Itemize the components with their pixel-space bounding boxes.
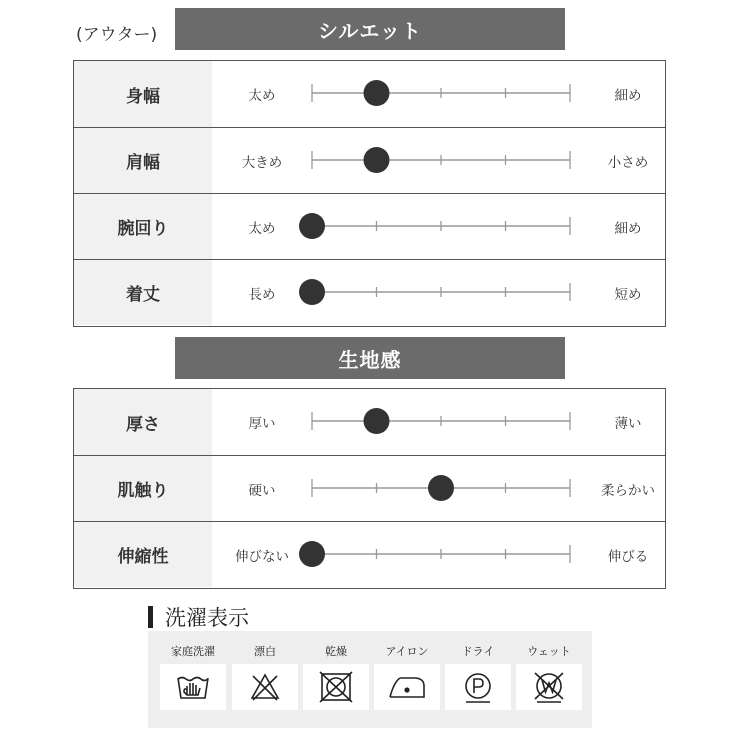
texture-table [73, 388, 666, 589]
texture-row-touch [74, 455, 665, 521]
scale-right-text: 小さめ [607, 154, 649, 171]
scale-left-text: 伸びない [235, 548, 289, 565]
scale-right-text: 細め [614, 220, 642, 237]
dry-clean-p-icon [445, 664, 511, 710]
iron-low-icon [374, 664, 440, 710]
row-label: 肌触り [74, 456, 212, 521]
scale-marker [299, 541, 325, 567]
scale-marker [364, 80, 390, 106]
care-label: 家庭洗濯 [171, 645, 215, 658]
rating-scale [310, 216, 572, 236]
silhouette-row-length [74, 259, 665, 325]
row-label: 肩幅 [74, 128, 212, 193]
rating-scale [310, 83, 572, 103]
silhouette-row-shoulder [74, 127, 665, 193]
row-label: 厚さ [74, 389, 212, 455]
scale-marker [299, 279, 325, 305]
scale-marker [364, 147, 390, 173]
silhouette-row-width [74, 61, 665, 127]
texture-row-stretch [74, 521, 665, 587]
rating-scale [310, 411, 572, 431]
care-label: 漂白 [254, 645, 276, 658]
scale-marker [299, 213, 325, 239]
scale-right-text: 細め [614, 88, 642, 104]
scale-left-text: 硬い [248, 482, 276, 499]
silhouette-banner: シルエット [175, 8, 565, 50]
row-label: 腕回り [74, 194, 212, 259]
rating-scale [310, 544, 572, 564]
scale-marker [428, 475, 454, 501]
care-label: ドライ [461, 645, 495, 658]
care-label: ウェット [527, 645, 571, 658]
rating-scale [310, 150, 572, 170]
care-title [148, 602, 249, 632]
title-bar [148, 606, 153, 628]
rating-scale [310, 478, 572, 498]
silhouette-table [73, 60, 666, 327]
no-bleach-icon [232, 664, 298, 710]
scale-left-text: 太め [248, 220, 276, 237]
scale-left-text: 長め [248, 286, 276, 303]
hand-wash-icon [160, 664, 226, 710]
care-label: アイロン [385, 645, 429, 658]
care-title-text: 洗濯表示 [165, 606, 249, 630]
silhouette-row-arm [74, 193, 665, 259]
scale-right-text: 薄い [614, 416, 642, 432]
care-label: 乾燥 [325, 645, 347, 658]
texture-row-thickness [74, 389, 665, 455]
row-label: 身幅 [74, 61, 212, 127]
no-tumble-dry-icon [303, 664, 369, 710]
garment-type-note: (アウター) [76, 25, 158, 45]
row-label: 伸縮性 [74, 522, 212, 587]
scale-left-text: 大きめ [241, 154, 283, 171]
scale-right-text: 柔らかい [601, 482, 655, 499]
care-symbols-panel [148, 631, 592, 728]
scale-right-text: 伸びる [607, 548, 649, 565]
no-wet-clean-icon [516, 664, 582, 710]
scale-marker [364, 408, 390, 434]
row-label: 着丈 [74, 260, 212, 325]
texture-banner: 生地感 [175, 337, 565, 379]
scale-left-text: 厚い [248, 416, 276, 432]
scale-left-text: 太め [248, 88, 276, 104]
rating-scale [310, 282, 572, 302]
scale-right-text: 短め [614, 286, 642, 303]
